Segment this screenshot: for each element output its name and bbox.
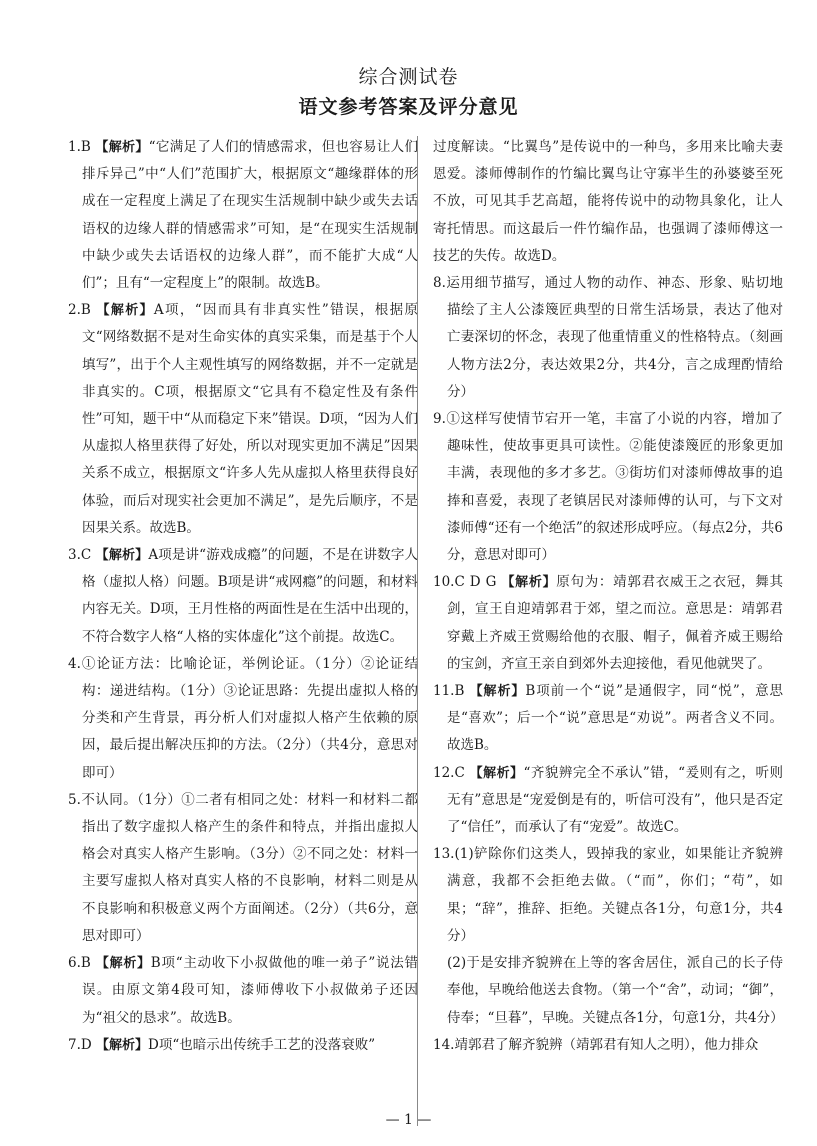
page-number: — 1 — xyxy=(385,1112,432,1128)
analysis-tag: 【解析】 xyxy=(95,956,151,972)
answer-number: 9. xyxy=(433,411,446,428)
answer-number: 12.C xyxy=(433,764,465,781)
answer-number: 6.B xyxy=(68,955,91,972)
answer-item xyxy=(68,297,418,542)
answer-item xyxy=(68,542,418,651)
answer-item xyxy=(68,950,418,1032)
answer-number: 13. xyxy=(433,846,455,863)
analysis-tag: 【解析】 xyxy=(469,765,524,781)
answer-number: 14. xyxy=(433,1036,455,1053)
left-column xyxy=(68,134,418,1059)
answer-item xyxy=(68,787,418,950)
analysis-tag: 【解析】 xyxy=(501,575,557,591)
answer-text: B项前一个“说”是通假字，同“悦”，意思是“喜欢”；后一个“说”意思是“劝说”。两者含义不同。故选B。 xyxy=(447,683,783,754)
analysis-tag: 【解析】 xyxy=(96,303,154,319)
answer-text: (2)于是安排齐貌辨在上等的客舍居住，派自己的长子侍奉他，早晚给他送去食物。（第一个“舍”，动词；“御”，侍奉；“旦暮”，早晚。关键点各1分，句意1分，共4分） xyxy=(447,955,784,1026)
answer-text: ①论证方法：比喻论证，举例论证。（1分）②论证结构：递进结构。（1分）③论证思路：先提出虚拟人格的分类和产生背景，再分析人们对虚拟人格产生依赖的原因，最后提出解决压抑的方法。（2分）（共4分，意思对即可） xyxy=(80,655,418,781)
column-divider xyxy=(417,136,418,1126)
page-subtitle: 语文参考答案及评分意见 xyxy=(298,96,519,118)
answer-text: “它满足了人们的情感需求，但也容易让人们排斥异己”中“人们”范围扩大，根据原文“趣缘群体的形成在一定程度上满足了在现实生活规制中缺少或失去话语权的边缘人群的情感需求”可知，是“在现实生活规制中缺少或失去话语权的边缘人群”，而不能扩大成“人们”；且有“一定程度上”的限制。故选B。 xyxy=(82,139,418,292)
answer-number: 3.C xyxy=(68,547,92,564)
answer-item xyxy=(433,760,783,842)
answer-text: A项，“因而具有非真实性”错误，根据原文“网络数据不是对生命实体的真实采集，而是基于个人填写”，出于个人主观性填写的网络数据，并不一定就是非真实的。C项，根据原文“它具有不稳定性及有条件性”可知，题干中“从而稳定下来”错误。D项，“因为人们从虚拟人格里获得了好处，所以对现实更加不满足”因果关系不成立，根据原文“许多人先从虚拟人格里获得良好体验，而后对现实社会更加不满足”，是先后顺序，不是因果关系。故选B。 xyxy=(82,302,418,536)
answer-item xyxy=(433,950,783,1032)
answer-text: 靖郭君了解齐貌辨（靖郭君有知人之明），他力排众 xyxy=(454,1036,759,1053)
answer-text: 运用细节描写，通过人物的动作、神态、形象、贴切地描绘了主人公漆篾匠典型的日常生活场景，表达了他对亡妻深切的怀念，表现了他重情重义的性格特点。（刻画人物方法2分，表达效果2分，共4分，言之成理酌情给分） xyxy=(445,275,783,400)
analysis-tag: 【解析】 xyxy=(95,548,149,564)
answer-number: 11.B xyxy=(433,683,465,700)
answer-text: (1)铲除你们这类人，毁掉我的家业，如果能让齐貌辨满意，我都不会拒绝去做。（“而”，你们；“苟”，如果；“辞”，推辞、拒绝。关键点各1分，句意1分，共4分） xyxy=(447,846,783,944)
answer-number: 2.B xyxy=(68,302,91,319)
answer-item xyxy=(433,678,783,760)
answer-item xyxy=(433,841,783,950)
answer-item xyxy=(433,569,783,678)
answer-text: D项“也暗示出传统手工艺的没落衰败” xyxy=(148,1036,376,1053)
right-column xyxy=(433,134,783,1059)
answer-item xyxy=(68,134,418,297)
analysis-tag: 【解析】 xyxy=(469,684,526,700)
answer-item xyxy=(433,134,783,270)
answer-text: ①这样写使情节宕开一笔，丰富了小说的内容，增加了趣味性，使故事更具可读性。②能使漆篾匠的形象更加丰满，表现他的多才多艺。③街坊们对漆师傅故事的追捧和喜爱，表现了老镇居民对漆师傅的认可，与下文对漆师傅“还有一个绝活”的叙述形成呼应。（每点2分，共6分，意思对即可） xyxy=(445,411,783,564)
answer-item xyxy=(433,1032,783,1059)
answer-text: 不认同。（1分）①二者有相同之处：材料一和材料二都指出了数字虚拟人格产生的条件和特点，并指出虚拟人格会对真实人格产生影响。（3分）②不同之处：材料一主要写虚拟人格对真实人格的不良影响，材料二则是从不良影响和积极意义两个方面阐述。（2分）（共6分，意思对即可） xyxy=(80,791,418,944)
answer-text: “齐貌辨完全不承认”错，“爰则有之，听则无有”意思是“宠爱倒是有的，听信可没有”，他只是否定了“信任”，而承认了有“宠爱”。故选C。 xyxy=(447,764,783,836)
answer-text: 过度解读。“比翼鸟”是传说中的一种鸟，多用来比喻夫妻恩爱。漆师傅制作的竹编比翼鸟让守寡半生的孙婆婆至死不放，可见其手艺高超，能将传说中的动物具象化，让人寄托情思。而这最后一件竹编作品，也强调了漆师傅这一技艺的失传。故选D。 xyxy=(433,139,783,264)
answer-number: 1.B xyxy=(68,139,91,155)
answer-item xyxy=(433,406,783,569)
answer-item xyxy=(68,1032,418,1059)
answer-item xyxy=(433,270,783,406)
analysis-tag: 【解析】 xyxy=(96,1037,149,1053)
answer-number: 8. xyxy=(433,275,446,292)
answer-number: 7.D xyxy=(68,1036,92,1053)
answer-number: 4. xyxy=(68,655,81,672)
page-title: 综合测试卷 xyxy=(358,66,459,88)
answer-text: B项“主动收下小叔做他的唯一弟子”说法错误。由原文第4段可知，漆师傅收下小叔做弟子还因为“祖父的恳求”。故选B。 xyxy=(82,955,418,1026)
answer-number: 10.C D G xyxy=(433,574,497,591)
answer-text: 原句为：靖郭君衣威王之衣冠，舞其剑，宣王自迎靖郭君于郊，望之而泣。意思是：靖郭君穿戴上齐威王赏赐给他的衣服、帽子，佩着齐威王赐给的宝剑，齐宣王亲自到郊外去迎接他，看见他就哭了。 xyxy=(447,574,783,672)
answer-item xyxy=(68,651,418,787)
analysis-tag: 【解析】 xyxy=(95,140,149,155)
answer-number: 5. xyxy=(68,791,81,808)
answer-text: A项是讲“游戏成瘾”的问题，不是在讲数字人格（虚拟人格）问题。B项是讲“戒网瘾”的问题，和材料内容无关。D项，王月性格的两面性是在生活中出现的，不符合数字人格“人格的实体虚化”这个前提。故选C。 xyxy=(82,547,418,645)
